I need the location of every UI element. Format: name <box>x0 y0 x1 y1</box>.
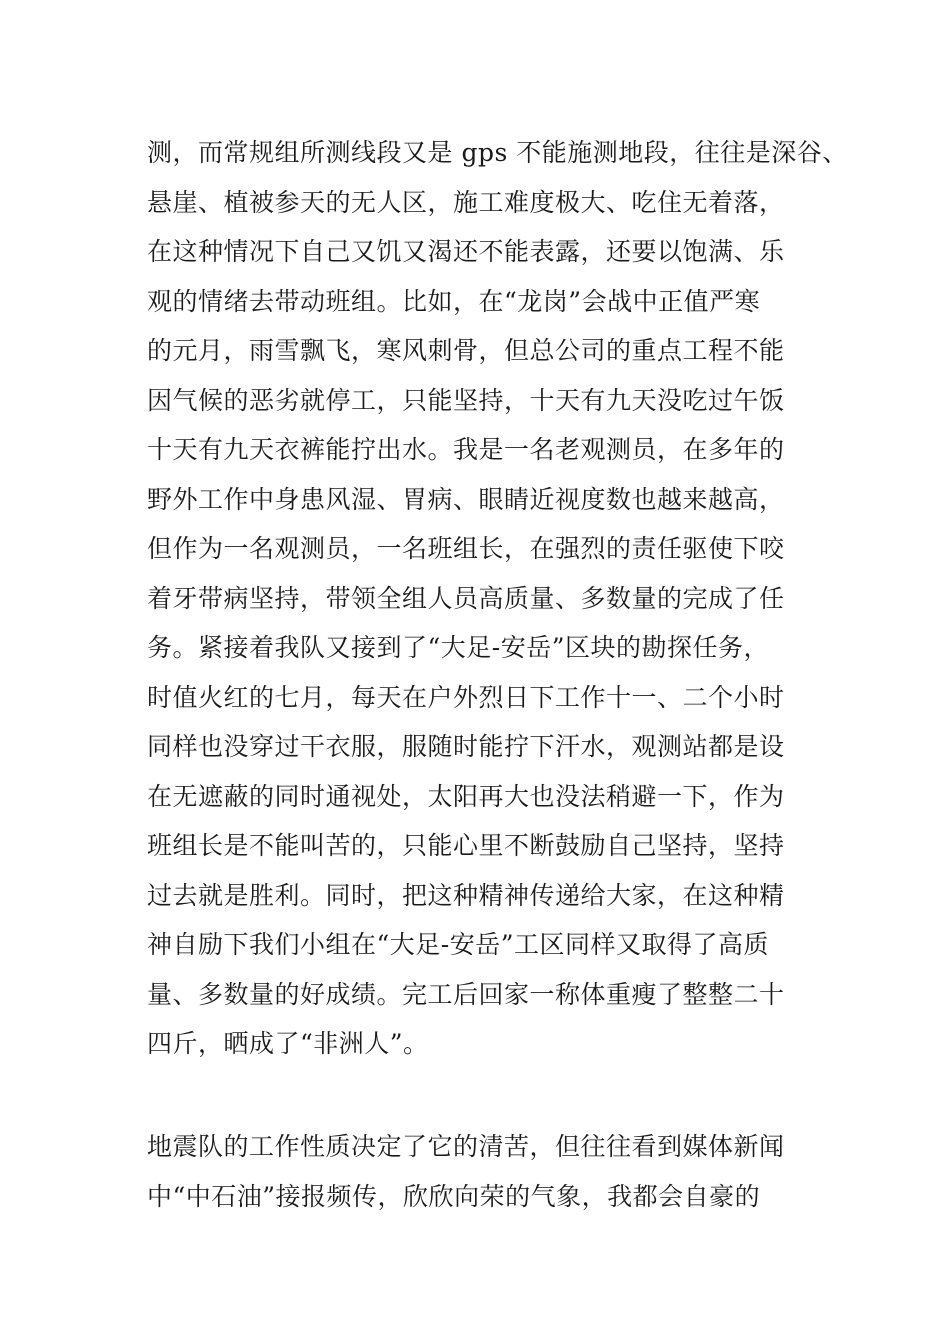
text-line: 中“中石油”接报频传，欣欣向荣的气象，我都会自豪的 <box>147 1181 761 1211</box>
text-line: 务。紧接着我队又接到了“大足-安岳”区块的勘探任务， <box>147 633 770 662</box>
text-line: 班组长是不能叫苦的，只能心里不断鼓励自己坚持，坚持 <box>147 831 785 860</box>
text-line: 神自励下我们小组在“大足-安岳”工区同样又取得了高质 <box>147 930 770 959</box>
text-line: 同样也没穿过干衣服，服随时能拧下汗水，观测站都是设 <box>147 732 785 761</box>
text-line: 地震队的工作性质决定了它的清苦，但往往看到媒体新闻 <box>147 1132 785 1161</box>
text-line: 因气候的恶劣就停工，只能坚持，十天有九天没吃过午饭 <box>147 385 785 415</box>
text-line: 时值火红的七月，每天在户外烈日下工作十一、二个小时 <box>147 682 785 712</box>
text-line: 测，而常规组所测线段又是 gps 不能施测地段，往往是深谷、 <box>147 138 848 167</box>
text-line: 悬崖、植被参天的无人区，施工难度极大、吃住无着落， <box>147 187 785 217</box>
text-line: 观的情绪去带动班组。比如，在“龙岗”会战中正值严寒 <box>147 286 761 316</box>
text-line: 着牙带病坚持，带领全组人员高质量、多数量的完成了任 <box>147 583 785 613</box>
text-line: 野外工作中身患风湿、胃病、眼睛近视度数也越来越高， <box>147 484 785 514</box>
text-line: 在这种情况下自己又饥又渴还不能表露，还要以饱满、乐 <box>147 237 785 266</box>
text-line: 过去就是胜利。同时，把这种精神传递给大家，在这种精 <box>147 880 785 910</box>
text-line: 量、多数量的好成绩。完工后回家一称体重瘦了整整二十 <box>147 979 785 1009</box>
text-line: 四斤，晒成了“非洲人”。 <box>147 1029 429 1058</box>
text-line: 在无遮蔽的同时通视处，太阳再大也没法稍避一下，作为 <box>147 781 785 811</box>
text-line: 的元月，雨雪飘飞，寒风刺骨，但总公司的重点工程不能 <box>147 336 785 365</box>
paragraph-1 <box>147 128 848 1069</box>
paragraph-2 <box>147 1122 807 1221</box>
text-line: 但作为一名观测员，一名班组长，在强烈的责任驱使下咬 <box>147 534 785 563</box>
text-line: 十天有九天衣裤能拧出水。我是一名老观测员，在多年的 <box>147 435 785 464</box>
